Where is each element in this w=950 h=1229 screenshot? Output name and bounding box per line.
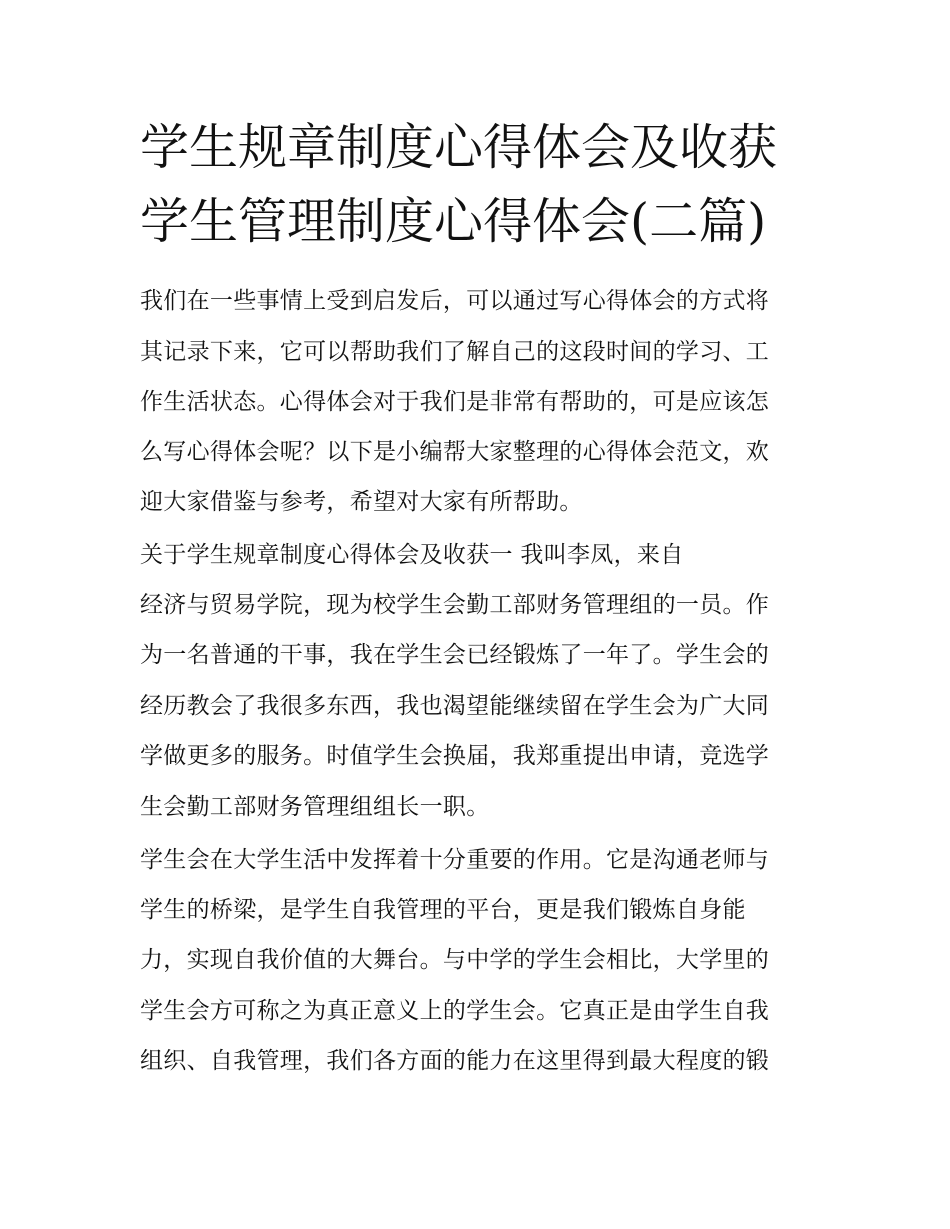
body-text-line: 么写心得体会呢？以下是小编帮大家整理的心得体会范文，欢: [140, 439, 770, 465]
body-text-line: 经历教会了我很多东西，我也渴望能继续留在学生会为广大同: [140, 693, 770, 719]
body-text-line: 生会勤工部财务管理组组长一职。: [140, 794, 490, 820]
body-text-line: 学生会在大学生活中发挥着十分重要的作用。它是沟通老师与: [140, 847, 770, 873]
body-text-line: 力，实现自我价值的大舞台。与中学的学生会相比，大学里的: [140, 947, 770, 973]
body-text-line: 经济与贸易学院，现为校学生会勤工部财务管理组的一员。作: [140, 592, 770, 618]
body-text-line: 作生活状态。心得体会对于我们是非常有帮助的，可是应该怎: [140, 389, 770, 415]
body-text-line: 其记录下来，它可以帮助我们了解自己的这段时间的学习、工: [140, 339, 770, 365]
body-text-line: 迎大家借鉴与参考，希望对大家有所帮助。: [140, 489, 583, 515]
body-text-line: 学生会方可称之为真正意义上的学生会。它真正是由学生自我: [140, 998, 770, 1024]
body-text-line: 组织、自我管理，我们各方面的能力在这里得到最大程度的锻: [140, 1048, 770, 1074]
body-text-line: 学生的桥梁，是学生自我管理的平台，更是我们锻炼自身能: [140, 897, 746, 923]
body-text-line: 为一名普通的干事，我在学生会已经锻炼了一年了。学生会的: [140, 642, 770, 668]
document-title-line-1: 学生规章制度心得体会及收获: [140, 119, 778, 176]
body-text-line: 关于学生规章制度心得体会及收获一 我叫李凤，来自: [140, 542, 684, 568]
document-title-line-2: 学生管理制度心得体会(二篇): [140, 193, 767, 250]
body-text-line: 我们在一些事情上受到启发后，可以通过写心得体会的方式将: [140, 288, 770, 314]
body-text-line: 学做更多的服务。时值学生会换届，我郑重提出申请，竞选学: [140, 743, 770, 769]
